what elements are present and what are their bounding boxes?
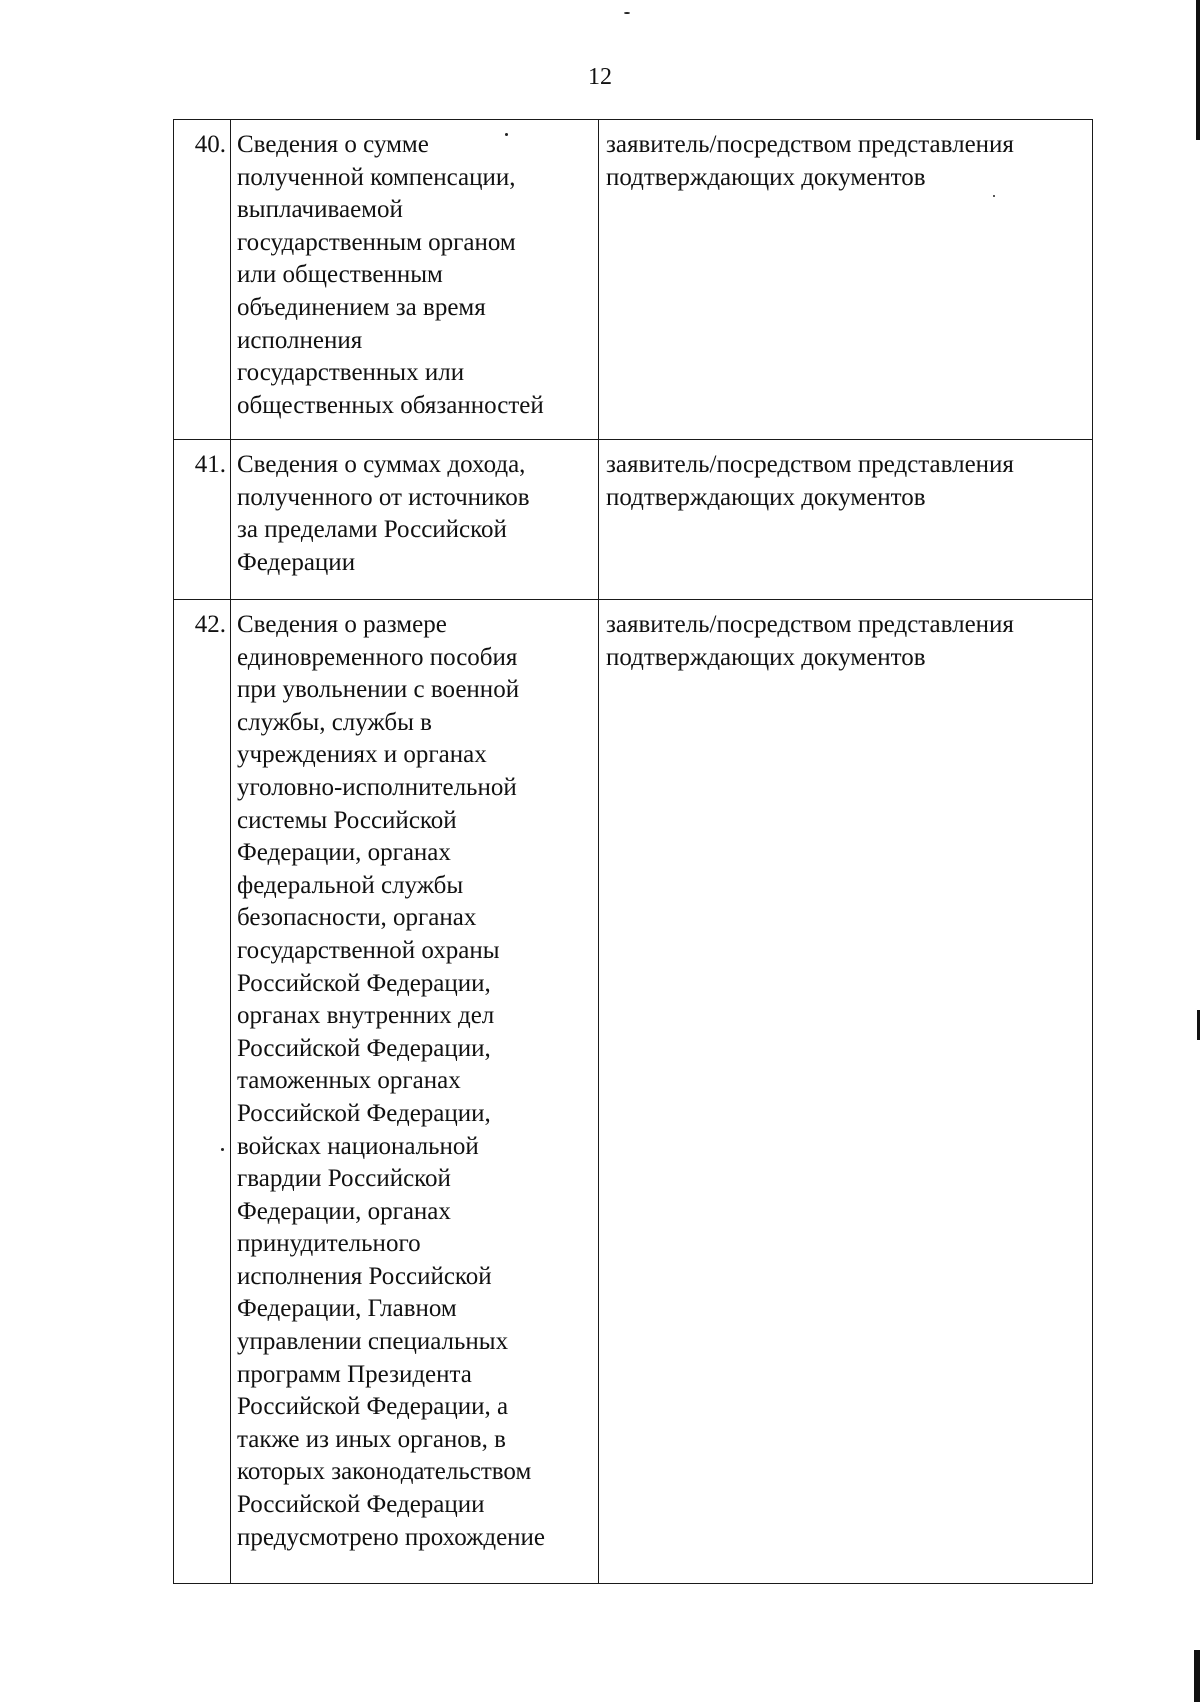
text-line: исполнения Российской bbox=[237, 1262, 492, 1290]
row-source bbox=[599, 440, 1093, 600]
text-line: заявитель/посредством представления bbox=[606, 451, 1014, 478]
text-line: Российской Федерации, bbox=[237, 1099, 491, 1127]
text-line: за пределами Российской bbox=[237, 516, 507, 544]
text-line: предусмотрено прохождение bbox=[237, 1523, 546, 1551]
text-line: или общественным bbox=[237, 261, 443, 289]
text-line: подтверждающих документов bbox=[606, 483, 926, 511]
row-description bbox=[231, 120, 599, 440]
text-line: общественных обязанностей bbox=[237, 391, 544, 419]
text-line: федеральной службы bbox=[237, 871, 464, 899]
text-line: подтверждающих документов bbox=[606, 163, 926, 191]
text-line: программ Президента bbox=[237, 1360, 472, 1388]
text-line: безопасности, органах bbox=[237, 904, 477, 932]
table-row bbox=[174, 600, 1093, 1584]
text-line: Сведения о суммах дохода, bbox=[237, 451, 526, 478]
text-line: государственным органом bbox=[237, 228, 516, 256]
document-table bbox=[173, 119, 1093, 1584]
page-number: 12 bbox=[588, 64, 612, 90]
text-line: Российской Федерации, bbox=[237, 1034, 491, 1062]
text-line: выплачиваемой bbox=[237, 196, 403, 224]
text-line: полученной компенсации, bbox=[237, 163, 516, 191]
text-line: государственных или bbox=[237, 359, 465, 387]
table-row bbox=[174, 120, 1093, 440]
scan-speck bbox=[624, 12, 630, 14]
text-line: объединением за время bbox=[237, 293, 486, 321]
text-line: службы, службы в bbox=[237, 708, 432, 736]
text-line: Федерации, Главном bbox=[237, 1295, 457, 1323]
table-row bbox=[174, 440, 1093, 600]
row-number: 41. bbox=[174, 440, 231, 600]
text-line: Федерации, органах bbox=[237, 839, 451, 867]
text-line: Сведения о сумме bbox=[237, 131, 429, 158]
text-line: государственной охраны bbox=[237, 936, 500, 964]
text-line: войсках национальной bbox=[237, 1132, 479, 1160]
text-line: подтверждающих документов bbox=[606, 643, 926, 671]
text-line: заявитель/посредством представления bbox=[606, 611, 1014, 638]
text-line: заявитель/посредством представления bbox=[606, 131, 1014, 158]
text-line: системы Российской bbox=[237, 806, 457, 834]
text-line: Российской Федерации bbox=[237, 1491, 485, 1519]
text-line: Федерации bbox=[237, 548, 356, 576]
row-number: 42. bbox=[174, 600, 231, 1584]
text-line: также из иных органов, в bbox=[237, 1425, 506, 1453]
text-line: единовременного пособия bbox=[237, 643, 518, 671]
text-line: учреждениях и органах bbox=[237, 741, 487, 769]
text-line: уголовно-исполнительной bbox=[237, 773, 517, 801]
row-description bbox=[231, 440, 599, 600]
text-line: таможенных органах bbox=[237, 1067, 461, 1095]
text-line: полученного от источников bbox=[237, 483, 530, 511]
text-line: управлении специальных bbox=[237, 1328, 509, 1356]
text-line: принудительного bbox=[237, 1230, 421, 1258]
text-line: органах внутренних дел bbox=[237, 1002, 495, 1030]
text-line: которых законодательством bbox=[237, 1458, 532, 1486]
text-line: Российской Федерации, а bbox=[237, 1393, 509, 1421]
row-number: 40. bbox=[174, 120, 231, 440]
text-line: исполнения bbox=[237, 326, 363, 354]
row-source bbox=[599, 600, 1093, 1584]
row-source bbox=[599, 120, 1093, 440]
text-line: гвардии Российской bbox=[237, 1165, 451, 1193]
row-description bbox=[231, 600, 599, 1584]
text-line: Сведения о размере bbox=[237, 611, 447, 638]
text-line: Федерации, органах bbox=[237, 1197, 451, 1225]
text-line: Российской Федерации, bbox=[237, 969, 491, 997]
scan-edge-mark bbox=[1194, 1650, 1200, 1702]
text-line: при увольнении с военной bbox=[237, 676, 520, 704]
